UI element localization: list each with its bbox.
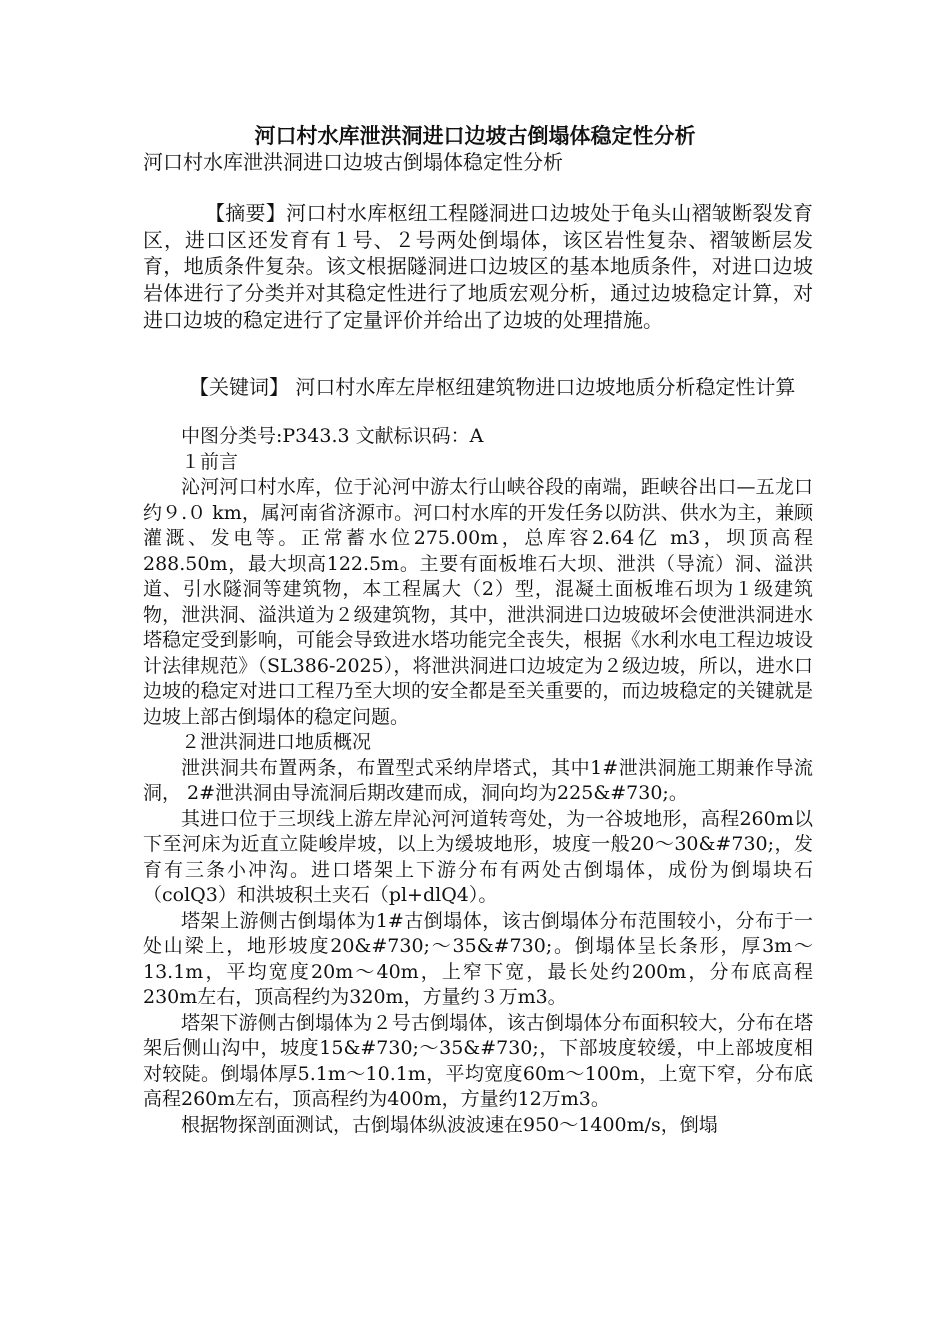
body-paragraph: 塔架上游侧古倒塌体为1#古倒塌体，该古倒塌体分布范围较小，分布于一处山梁上，地形坡度20&#730;～35&#730;。倒塌体呈长条形，厚3m～13.1m，平均宽度20m～40m，上窄下宽，最长处约200m，分布底高程230m左右，顶高程约为320m，方量约３万m3。: [143, 909, 813, 1008]
body-paragraph: 根据物探剖面测试，古倒塌体纵波波速在950～1400m/s，倒塌: [181, 1113, 718, 1136]
classification-line: 中图分类号:P343.3 文献标识码：A: [181, 425, 484, 447]
keywords-paragraph: 【关键词】 河口村水库左岸枢纽建筑物进口边坡地质分析稳定性计算: [189, 375, 796, 399]
document-subtitle: 河口村水库泄洪洞进口边坡古倒塌体稳定性分析: [143, 150, 563, 174]
body-paragraph: 塔架下游侧古倒塌体为２号古倒塌体，该古倒塌体分布面积较大，分布在塔架后侧山沟中，坡度15&#730;～35&#730;，下部坡度较缓，中上部坡度相对较陡。倒塌体厚5.1m～10.1m，平均宽度60m～100m，上宽下窄，分布底高程260m左右，顶高程约为400m，方量约12万m3。: [143, 1011, 813, 1110]
body-paragraph: 泄洪洞共布置两条，布置型式采纳岸塔式，其中1#泄洪洞施工期兼作导流洞， 2#泄洪洞由导流洞后期改建而成，洞向均为225&#730;。: [143, 756, 813, 804]
document-title: 河口村水库泄洪洞进口边坡古倒塌体稳定性分析: [254, 123, 696, 148]
section-heading-geology: ２泄洪洞进口地质概况: [181, 731, 372, 753]
body-paragraph: 其进口位于三坝线上游左岸沁河河道转弯处，为一谷坡地形，高程260m以下至河床为近直立陡峻岸坡，以上为缓坡地形，坡度一般20～30&#730;，发育有三条小冲沟。进口塔架上下游分布有两处古倒塌体，成份为倒塌块石（colQ3）和洪坡积土夹石（pl+dlQ4）。: [143, 807, 813, 906]
abstract-section: [143, 200, 813, 334]
section-heading-preface: １前言: [181, 450, 239, 473]
main-body: [143, 424, 813, 1138]
abstract-paragraph: 【摘要】河口村水库枢纽工程隧洞进口边坡处于龟头山褶皱断裂发育区，进口区还发育有１号、２号两处倒塌体，该区岩性复杂、褶皱断层发育，地质条件复杂。该文根据隧洞进口边坡区的基本地质条件，对进口边坡岩体进行了分类并对其稳定性进行了地质宏观分析，通过边坡稳定计算，对进口边坡的稳定进行了定量评价并给出了边坡的处理措施。: [143, 201, 813, 332]
keywords-section: [143, 374, 813, 400]
body-paragraph: 沁河河口村水库，位于沁河中游太行山峡谷段的南端，距峡谷出口—五龙口约９.０ km，属河南省济源市。河口村水库的开发任务以防洪、供水为主，兼顾灌溉、发电等。正常蓄水位275.00m，总库容2.64亿 m3，坝顶高程288.50m，最大坝高122.5m。主要有面板堆石大坝、泄洪（导流）洞、溢洪道、引水隧洞等建筑物，本工程属大（2）型，混凝土面板堆石坝为１级建筑物，泄洪洞、溢洪道为２级建筑物，其中，泄洪洞进口边坡破坏会使泄洪洞进水塔稳定受到影响，可能会导致进水塔功能完全丧失，根据《水利水电工程边坡设计法律规范》（SL386-2025），将泄洪洞进口边坡定为２级边坡，所以，进水口边坡的稳定对进口工程乃至大坝的安全都是至关重要的，而边坡稳定的关键就是边坡上部古倒塌体的稳定问题。: [143, 476, 813, 728]
